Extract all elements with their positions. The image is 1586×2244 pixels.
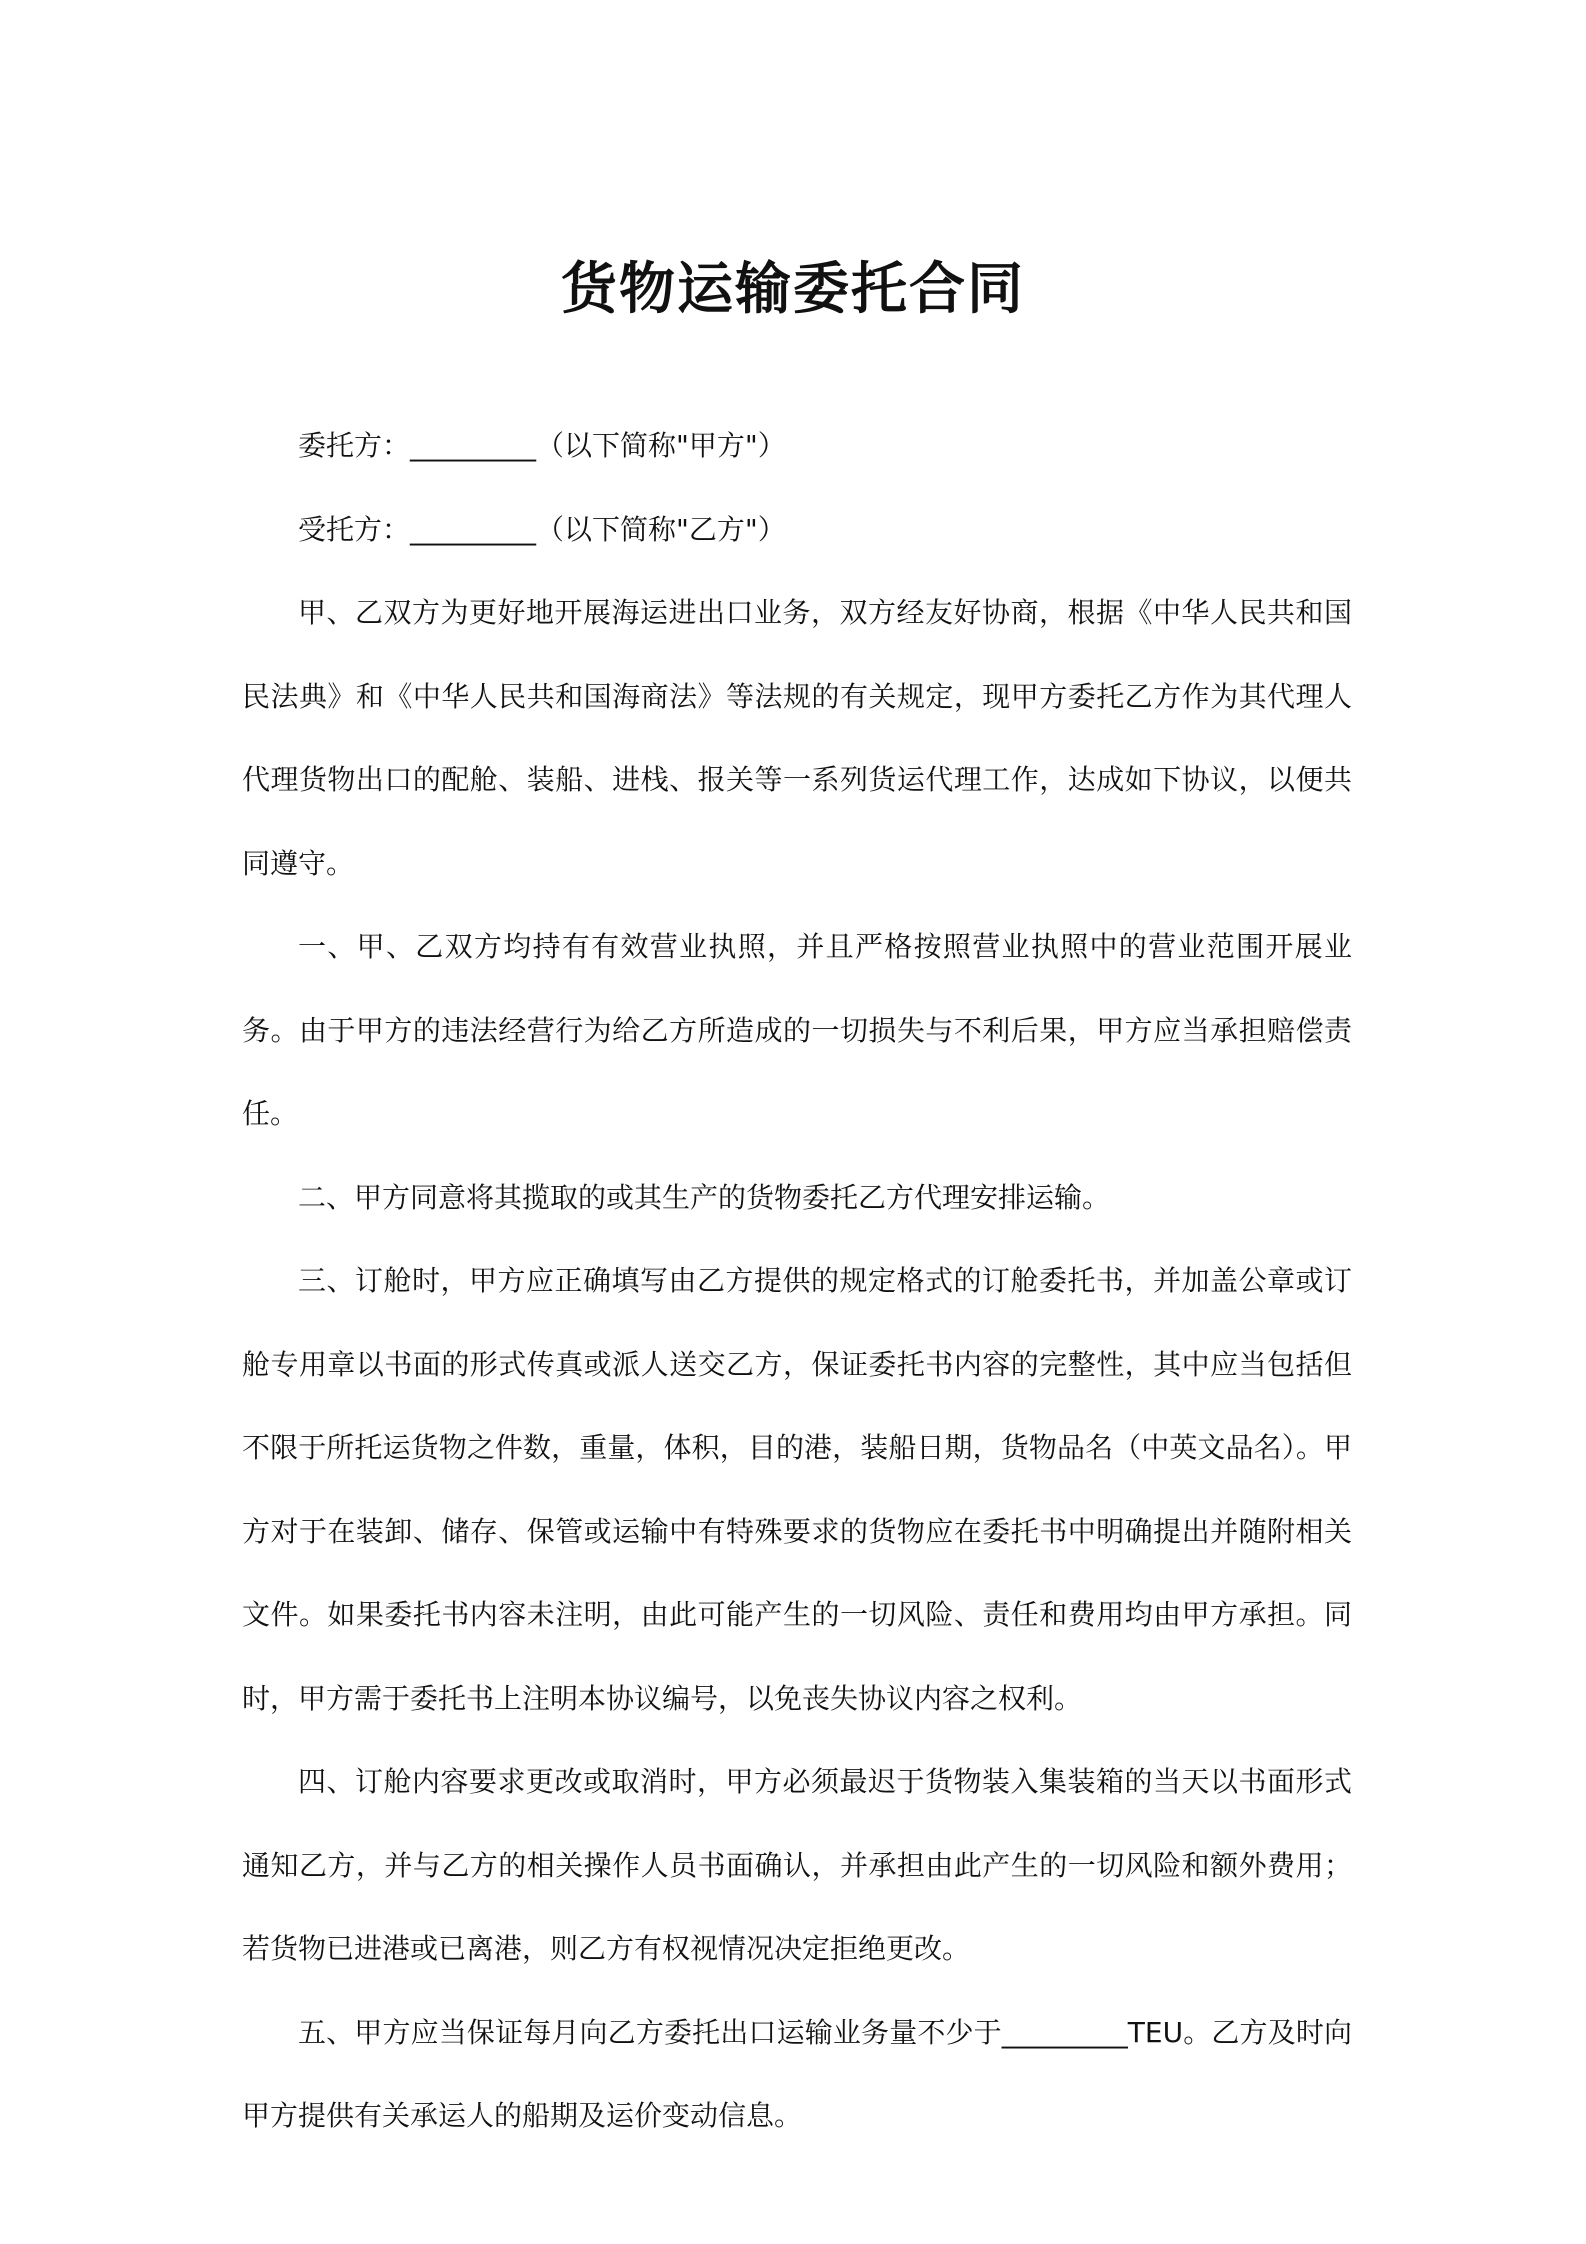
clause-5: 五、甲方应当保证每月向乙方委托出口运输业务量不少于_________TEU。乙方及时向甲方提供有关承运人的船期及运价变动信息。: [242, 2015, 1352, 2132]
party-a-line: 委托方：_________（以下简称"甲方"）: [298, 429, 786, 462]
document-title: 货物运输委托合同: [561, 257, 1025, 322]
clause-1: 一、甲、乙双方均持有有效营业执照，并且严格按照营业执照中的营业范围开展业务。由于甲方的违法经营行为给乙方所造成的一切损失与不利后果，甲方应当承担赔偿责任。: [242, 930, 1352, 1130]
contract-body: [242, 404, 1352, 2158]
preamble-paragraph: 甲、乙双方为更好地开展海运进出口业务，双方经友好协商，根据《中华人民共和国民法典》和《中华人民共和国海商法》等法规的有关规定，现甲方委托乙方作为其代理人代理货物出口的配舱、装船、进栈、报关等一系列货运代理工作，达成如下协议，以便共同遵守。: [242, 596, 1352, 880]
clause-4: 四、订舱内容要求更改或取消时，甲方必须最迟于货物装入集装箱的当天以书面形式通知乙方，并与乙方的相关操作人员书面确认，并承担由此产生的一切风险和额外费用；若货物已进港或已离港，则乙方有权视情况决定拒绝更改。: [242, 1765, 1352, 1965]
clause-3: 三、订舱时，甲方应正确填写由乙方提供的规定格式的订舱委托书，并加盖公章或订舱专用章以书面的形式传真或派人送交乙方，保证委托书内容的完整性，其中应当包括但不限于所托运货物之件数，重量，体积，目的港，装船日期，货物品名（中英文品名）。甲方对于在装卸、储存、保管或运输中有特殊要求的货物应在委托书中明确提出并随附相关文件。如果委托书内容未注明，由此可能产生的一切风险、责任和费用均由甲方承担。同时，甲方需于委托书上注明本协议编号，以免丧失协议内容之权利。: [242, 1264, 1352, 1715]
clause-2: 二、甲方同意将其揽取的或其生产的货物委托乙方代理安排运输。: [298, 1180, 1111, 1214]
party-b-line: 受托方：_________（以下简称"乙方"）: [298, 512, 786, 546]
